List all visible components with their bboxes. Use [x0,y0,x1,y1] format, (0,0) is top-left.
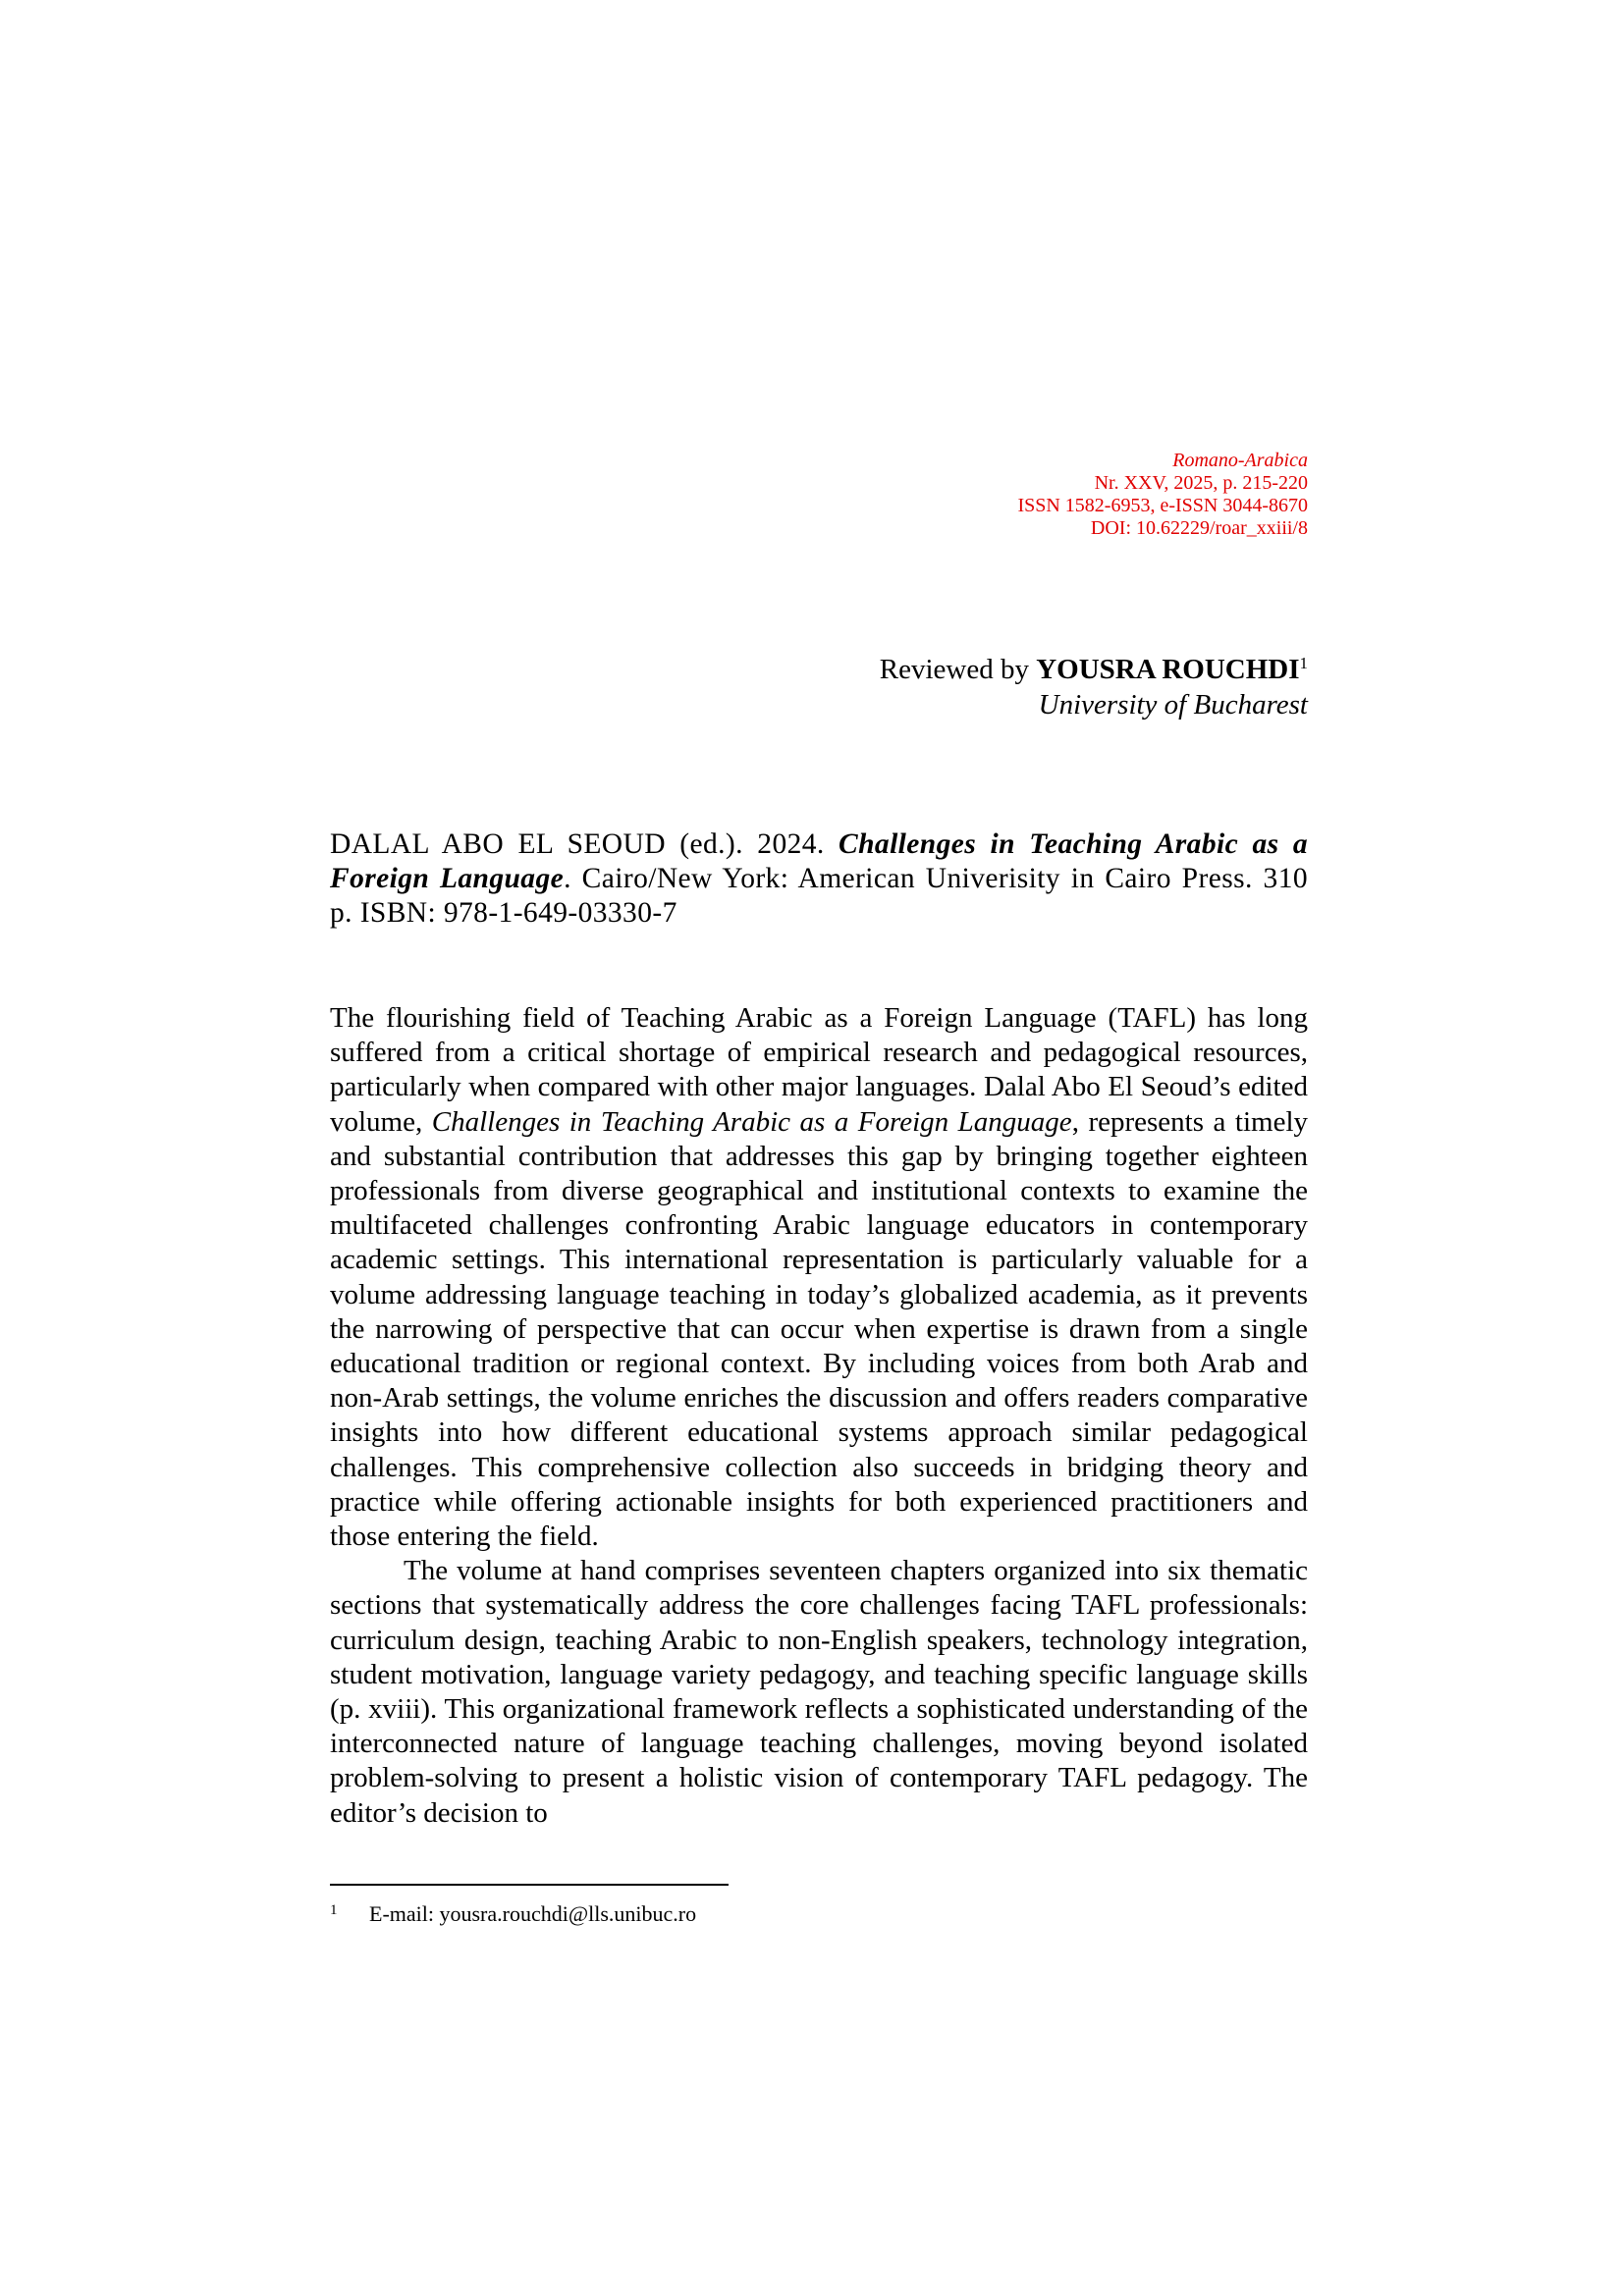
citation-book-title: Challenges in Teaching Arabic as a Foreign Language [330,828,1308,894]
reviewed-by-label: Reviewed by [879,654,1037,685]
journal-header [1017,450,1308,540]
journal-doi: DOI: 10.62229/roar_xxiii/8 [1090,517,1308,539]
paragraph-1-after: , represents a timely and substantial contribution that addresses this gap by bringing together eighteen professionals from diverse geographical and institutional contexts to examine the multifaceted challenges confronting Arabic language educators in contemporary academic settings. This international representation is particularly valuable for a volume addressing language teaching in today’s globalized academia, as it prevents the narrowing of perspective that can occur when expertise is drawn from a single educational tradition or regional context. By including voices from both Arab and non-Arab settings, the volume enriches the discussion and offers readers comparative insights into how different educational systems approach similar pedagogical challenges. This comprehensive collection also succeeds in bridging theory and practice while offering actionable insights for both experienced practitioners and those entering the field. [330,1105,1308,1553]
reviewer-block [880,652,1308,722]
citation-editor-year: DALAL ABO EL SEOUD (ed.). 2024. [330,828,839,860]
reviewer-line [880,652,1308,687]
paragraph-1-before: The flourishing field of Teaching Arabic as a Foreign Language (TAFL) has long suffered from a critical shortage of empirical research and pedagogical resources, particularly when compared with other major languages. Dalal Abo El Seoud’s edited volume, [330,1002,1308,1138]
journal-issue: Nr. XXV, 2025, p. 215-220 [1094,472,1308,494]
journal-issn: ISSN 1582-6953, e-ISSN 3044-8670 [1017,495,1308,516]
citation-details: . Cairo/New York: American Univerisity in Cairo Press. 310 p. ISBN: 978-1-649-03330-7 [330,863,1308,929]
reviewer-footnote-marker[interactable]: 1 [1299,654,1308,672]
paragraph-2: The volume at hand comprises seventeen chapters organized into six thematic sections that systematically address the core challenges facing TAFL professionals: curriculum design, teaching Arabic to non-English speakers, technology integration, student motivation, language variety pedagogy, and teaching specific language skills (p. xviii). This organizational framework reflects a sophisticated understanding of the interconnected nature of language teaching challenges, moving beyond isolated problem-solving to present a holistic vision of contemporary TAFL pedagogy. The editor’s decision to [330,1555,1308,1829]
journal-name: Romano-Arabica [1172,450,1308,471]
footnote-divider [330,1884,729,1886]
reviewer-affiliation: University of Bucharest [1038,689,1308,721]
footnote [330,1897,696,1927]
reviewer-name: YOUSRA ROUCHDI [1036,654,1300,685]
footnote-number: 1 [330,1902,338,1918]
paragraph-1-book-title: Challenges in Teaching Arabic as a Foreign Language [431,1105,1072,1138]
review-body [330,1001,1308,1831]
footnote-text: E-mail: yousra.rouchdi@lls.unibuc.ro [369,1901,697,1926]
paragraph-1 [330,1001,1308,1554]
book-citation [330,828,1308,931]
